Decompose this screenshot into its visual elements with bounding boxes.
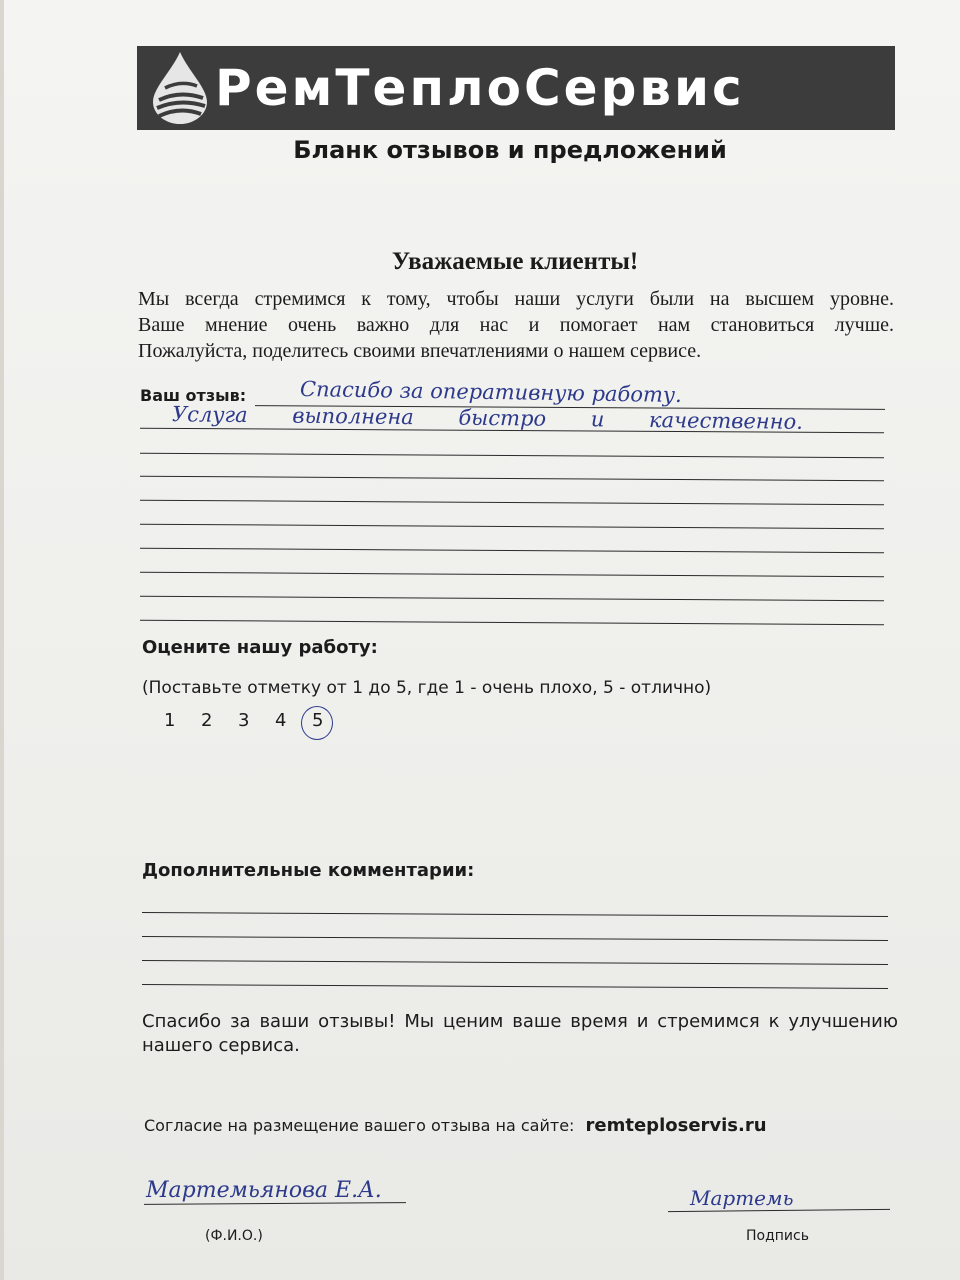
rating-instruction: (Поставьте отметку от 1 до 5, где 1 - очень плохо, 5 - отлично)	[142, 678, 712, 698]
review-label: Ваш отзыв:	[140, 386, 247, 405]
greeting-heading: Уважаемые клиенты!	[391, 248, 639, 275]
selected-rating-circle	[301, 706, 333, 740]
review-handwritten-line: Спасибо за оперативную работу.	[299, 377, 682, 407]
name-label: (Ф.И.О.)	[205, 1228, 263, 1244]
website-link[interactable]: remteploservis.ru	[585, 1115, 767, 1136]
thanks-note: Спасибо за ваши отзывы! Мы ценим ваше время и стремимся к улучшению нашего сервиса.	[142, 1011, 898, 1056]
form-title: Бланк отзывов и предложений	[293, 136, 727, 164]
rating-option-5[interactable]: 5	[312, 710, 324, 731]
consent-label: Согласие на размещение вашего отзыва на сайте:	[144, 1116, 575, 1135]
rating-option-2[interactable]: 2	[201, 710, 213, 731]
rating-label: Оцените нашу работу:	[142, 637, 378, 658]
review-handwritten-line: Услуга выполнена быстро и качественно.	[171, 402, 803, 434]
intro-line: Ваше мнение очень важно для нас и помогает нам становиться лучше.	[138, 314, 894, 336]
consent-text	[144, 1115, 767, 1136]
intro-line: Пожалуйста, поделитесь своими впечатлениями о нашем сервисе.	[138, 340, 702, 362]
rating-option-1[interactable]: 1	[164, 710, 176, 731]
comments-label: Дополнительные комментарии:	[142, 860, 475, 881]
signature-label: Подпись	[746, 1228, 809, 1244]
name-handwritten: Мартемьянова Е.А.	[146, 1178, 382, 1203]
brand-logo-bar	[137, 46, 895, 130]
droplet-logo-icon	[145, 50, 215, 126]
rating-option-4[interactable]: 4	[275, 710, 287, 731]
brand-name: РемТеплоСервис	[215, 59, 745, 117]
rating-option-3[interactable]: 3	[238, 710, 250, 731]
signature-handwritten: Мартемь	[690, 1186, 794, 1210]
intro-paragraph	[138, 286, 894, 364]
intro-line: Мы всегда стремимся к тому, чтобы наши услуги были на высшем уровне.	[138, 288, 894, 310]
